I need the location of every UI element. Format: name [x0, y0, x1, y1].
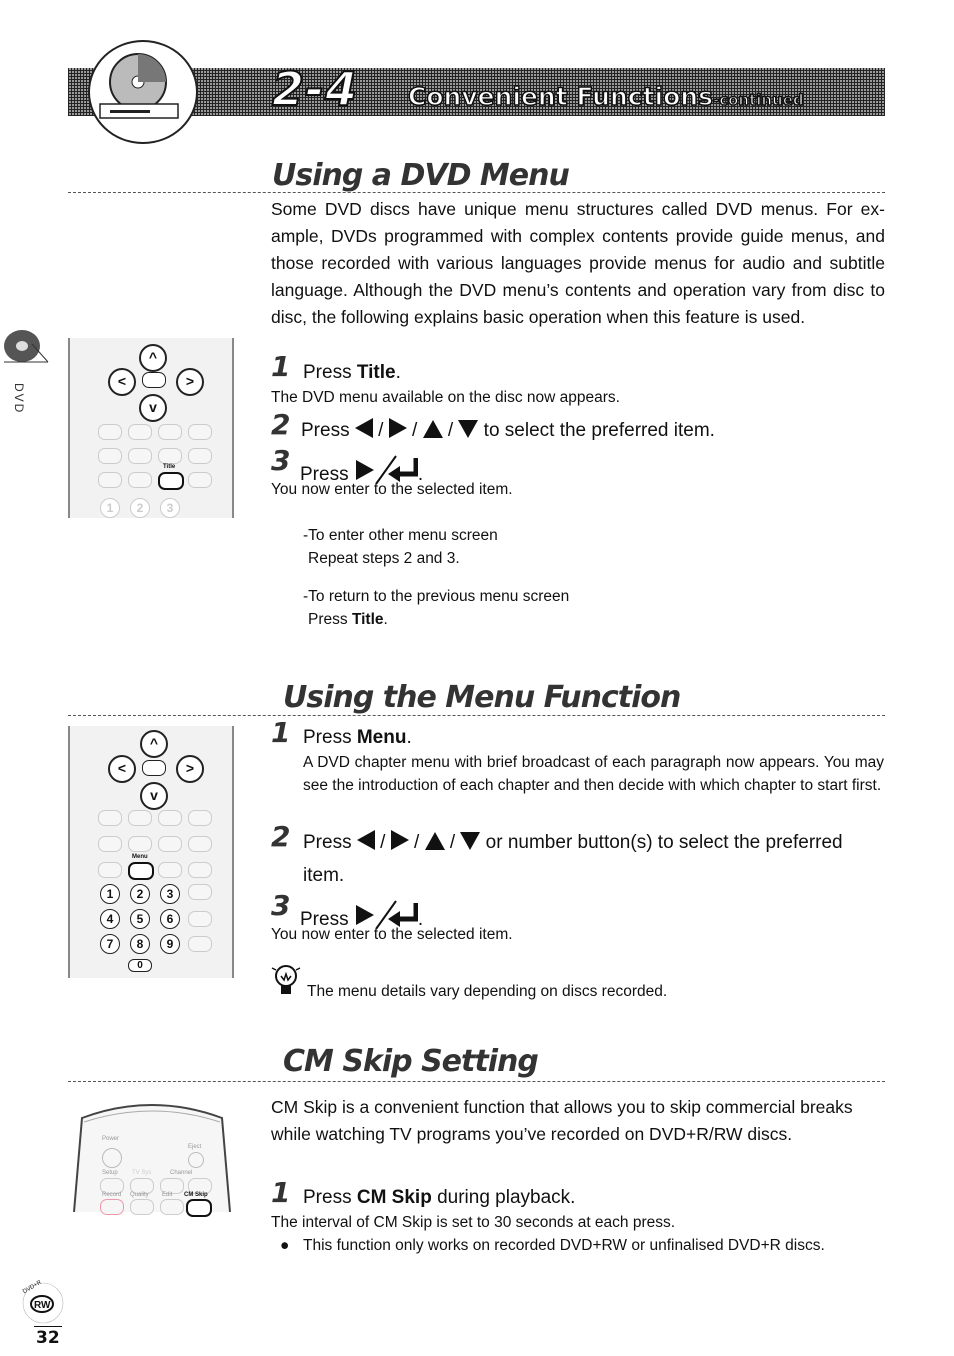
- number-button: 0: [128, 959, 152, 972]
- page-title: Convenient Functions-continued: [408, 82, 804, 111]
- tv-sys-label: TV Sys: [132, 1170, 152, 1176]
- power-label: Power: [102, 1136, 120, 1142]
- number-button: 4: [100, 909, 120, 929]
- tip-return-detail: Press Title.: [308, 611, 388, 628]
- remote-image-menu: [68, 726, 234, 978]
- tip-return: -To return to the previous menu screen: [303, 588, 570, 605]
- lightbulb-icon: [271, 964, 301, 998]
- eject-button: [188, 1152, 204, 1168]
- step-1-note: A DVD chapter menu with brief broadcast of each paragraph now appears. You may see the introduction of each chapter and then decide with which chapter to start first.: [303, 754, 884, 794]
- svg-text:RW: RW: [34, 1300, 51, 1311]
- dvd-disc-icon: [2, 326, 50, 366]
- left-triangle-icon: [355, 418, 373, 438]
- step-number: 2: [271, 820, 291, 853]
- step-1-text: Press Menu.: [303, 727, 412, 748]
- menu-label: Menu: [132, 854, 148, 860]
- svg-text:DVD+R: DVD+R: [21, 1280, 43, 1296]
- quality-label: Quality: [130, 1192, 149, 1198]
- power-button: [102, 1148, 122, 1168]
- right-arrow-button: >: [176, 368, 204, 396]
- section-number: 2-4: [272, 62, 359, 116]
- step-2-text-cont: item.: [303, 865, 345, 886]
- side-tab-dvd: DVD: [12, 383, 26, 415]
- setup-label: Setup: [102, 1170, 118, 1176]
- up-triangle-icon: [425, 832, 445, 850]
- left-arrow-button: <: [108, 368, 136, 396]
- bullet-text: This function only works on recorded DVD+RW or unfinalised DVD+R discs.: [303, 1237, 825, 1254]
- step-number: 1: [271, 350, 291, 383]
- step-3-text: Press .: [300, 899, 423, 937]
- up-triangle-icon: [423, 420, 443, 438]
- eject-label: Eject: [188, 1144, 202, 1150]
- divider: [68, 192, 885, 193]
- remote-image-cm-skip: [70, 1098, 234, 1212]
- up-arrow-button: ^: [140, 730, 168, 758]
- down-arrow-button: v: [140, 782, 168, 810]
- number-button: 7: [100, 934, 120, 954]
- record-label: Record: [102, 1192, 122, 1198]
- step-number: 1: [271, 1176, 291, 1209]
- step-number: 2: [271, 408, 291, 441]
- title-label: Title: [163, 464, 176, 470]
- step-1-text: Press Title.: [303, 362, 401, 383]
- number-button: 8: [130, 934, 150, 954]
- step-1-note: The DVD menu available on the disc now appears.: [271, 389, 620, 406]
- number-button: 5: [130, 909, 150, 929]
- number-button: 9: [160, 934, 180, 954]
- remote-image-title: ^ < > v Title 1 2 3: [68, 338, 234, 518]
- step-3-note: You now enter to the selected item.: [271, 481, 513, 498]
- right-triangle-icon: [389, 418, 407, 438]
- title-button: [158, 472, 184, 490]
- dvd-menu-intro: Some DVD discs have unique menu structures called DVD menus. For ex-ample, DVDs programmed with complex contents provide guide menus, and those recorded with various languages provide menus for audio and subtitle language. Although the DVD menu’s contents and operation vary from disc to disc, the following explains basic operation when this feature is used.: [271, 199, 885, 327]
- left-arrow-button: <: [108, 755, 136, 783]
- page-number-rule: [34, 1326, 62, 1327]
- step-3-text: Press .: [300, 454, 423, 492]
- right-arrow-button: >: [176, 755, 204, 783]
- section-heading-menu-function: Using the Menu Function: [283, 680, 681, 715]
- number-button: 6: [160, 909, 180, 929]
- page-number: 32: [36, 1328, 60, 1348]
- bullet-icon: ●: [280, 1237, 290, 1254]
- step-number: 3: [271, 444, 291, 477]
- play-enter-button: [142, 760, 166, 776]
- right-triangle-icon: [391, 830, 409, 850]
- dvd-rw-logo: [20, 1280, 66, 1326]
- cm-skip-label: CM Skip: [184, 1192, 208, 1198]
- tip-other-menu: -To enter other menu screen: [303, 527, 498, 544]
- number-button: 1: [100, 884, 120, 904]
- step-1-text: Press CM Skip during playback.: [303, 1187, 576, 1208]
- channel-label: Channel: [170, 1170, 193, 1176]
- cm-skip-button: [186, 1199, 212, 1217]
- up-arrow-button: ^: [139, 344, 167, 372]
- left-triangle-icon: [357, 830, 375, 850]
- menu-button: [128, 862, 154, 880]
- step-3-note: You now enter to the selected item.: [271, 926, 513, 943]
- divider: [68, 1081, 885, 1082]
- down-triangle-icon: [458, 420, 478, 438]
- step-2-text: Press / / / or number button(s) to select the preferred: [303, 832, 843, 853]
- edit-label: Edit: [162, 1192, 173, 1198]
- section-heading-dvd-menu: Using a DVD Menu: [272, 158, 569, 193]
- dvd-player-icon: [88, 40, 198, 144]
- section-heading-cm-skip: CM Skip Setting: [283, 1044, 538, 1079]
- down-arrow-button: v: [139, 394, 167, 422]
- step-2-text: Press / / / to select the preferred item.: [301, 420, 715, 441]
- down-triangle-icon: [460, 832, 480, 850]
- step-number: 1: [271, 716, 291, 749]
- step-number: 3: [271, 889, 291, 922]
- divider: [68, 715, 885, 716]
- tip-note: The menu details vary depending on discs recorded.: [307, 983, 668, 1000]
- play-enter-button: [142, 372, 166, 388]
- step-1-note: The interval of CM Skip is set to 30 seconds at each press.: [271, 1214, 676, 1231]
- number-button: 2: [130, 884, 150, 904]
- cm-skip-intro: CM Skip is a convenient function that allows you to skip commercial breaks while watching TV programs you’ve recorded on DVD+R/RW discs.: [271, 1097, 853, 1144]
- tip-other-menu-detail: Repeat steps 2 and 3.: [308, 550, 460, 567]
- number-button: 3: [160, 884, 180, 904]
